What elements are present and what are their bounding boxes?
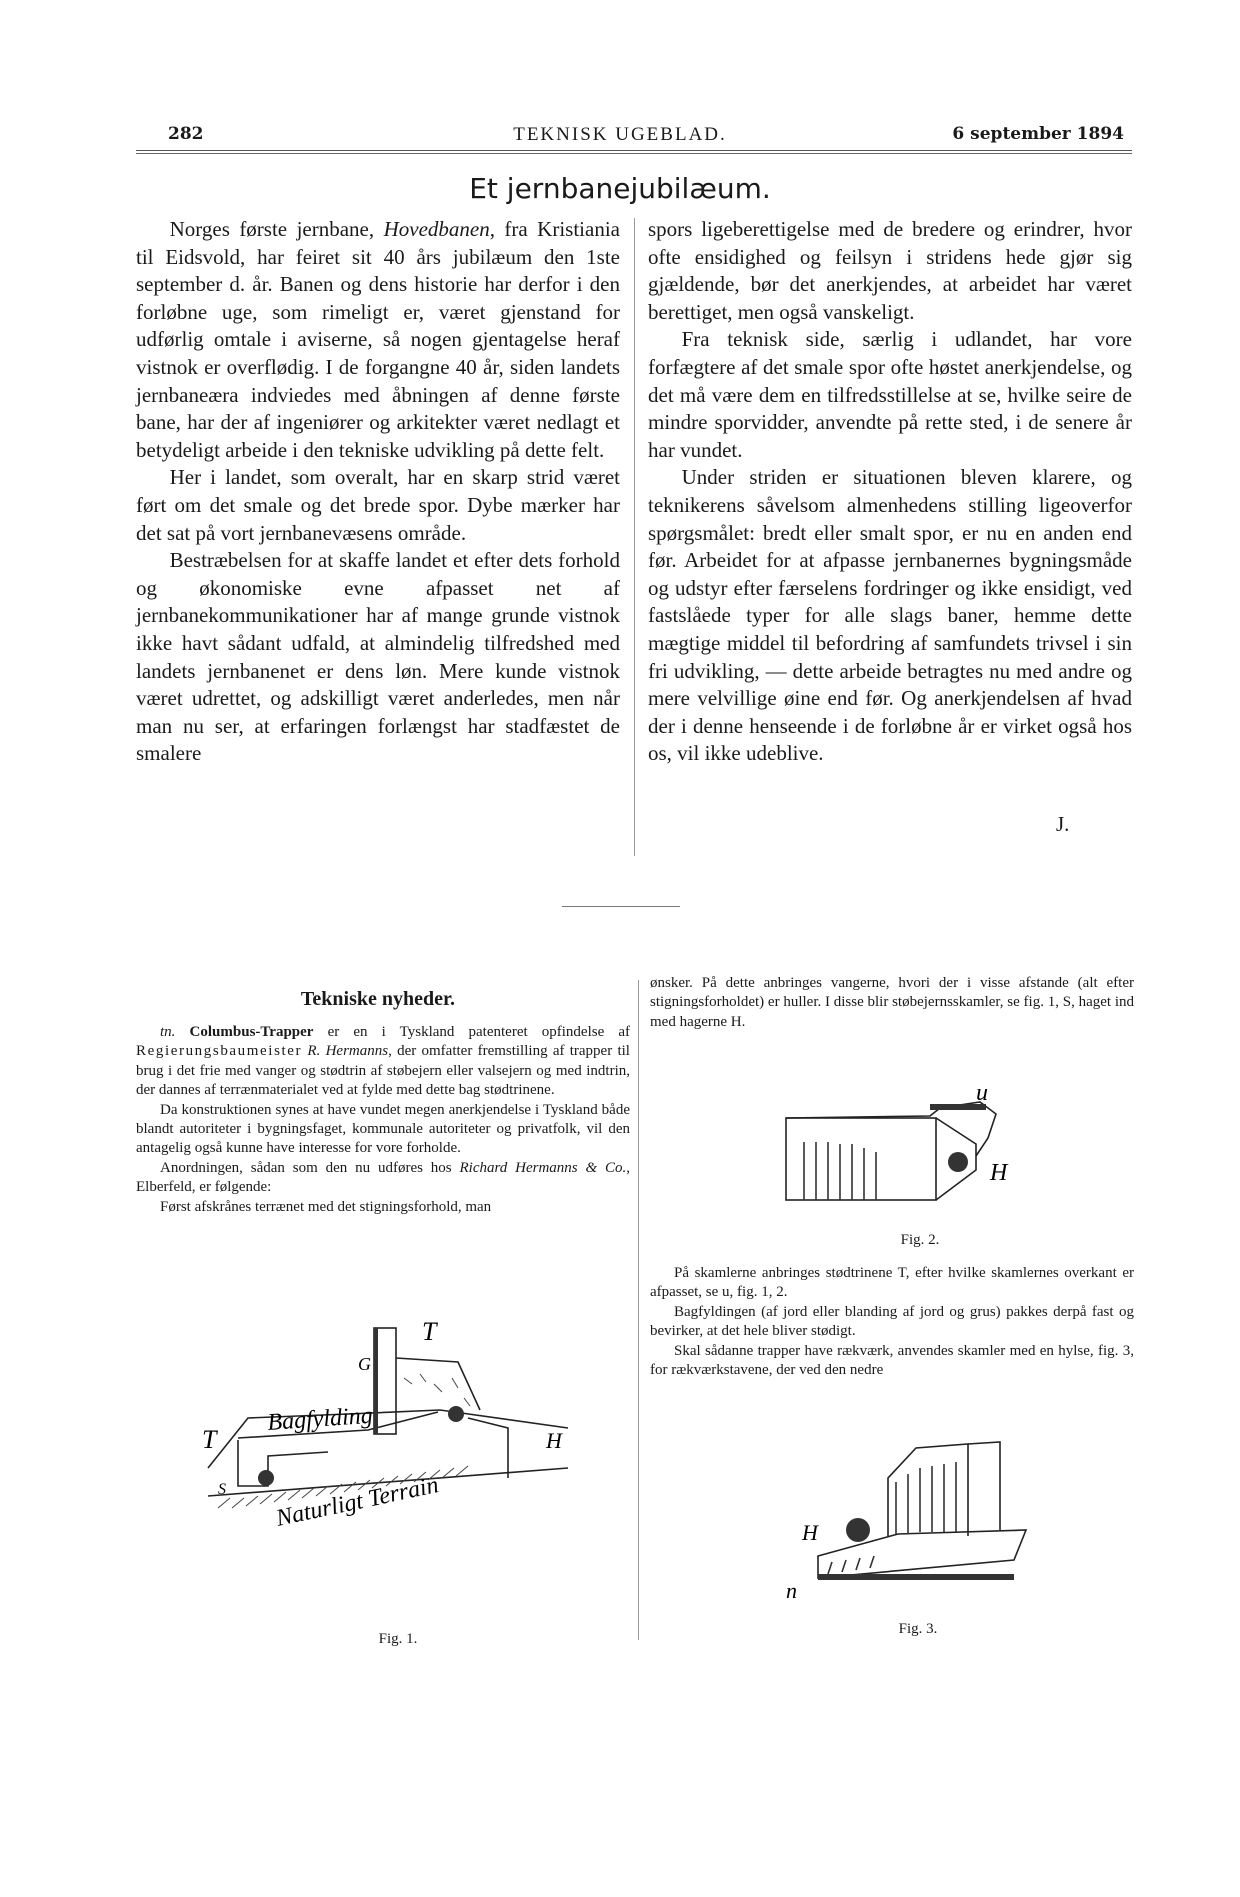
fig1-label-G: G — [358, 1354, 371, 1374]
fig1-label-terrain: Naturligt Terrain — [273, 1472, 441, 1532]
header-rule-2 — [136, 153, 1132, 154]
figure-3-caption: Fig. 3. — [898, 1621, 938, 1637]
journal-title: TEKNISK UGEBLAD. — [513, 124, 727, 145]
block-front — [786, 1118, 936, 1200]
lower-step — [238, 1440, 328, 1486]
header-rule — [136, 150, 1132, 151]
issue-date: 6 september 1894 — [952, 124, 1124, 144]
news-heading: Tekniske nyheder. — [300, 988, 456, 1010]
fig1-label-S: S — [218, 1481, 226, 1498]
news-column-2 — [650, 974, 1134, 1032]
article-column-2 — [648, 216, 1132, 768]
fig2-label-u: u — [976, 1080, 988, 1106]
article-paragraph: spors ligeberettigelse med de bredere og erindrer, hvor ofte ensidighed og feilsyn i stridens hede gjør sig gjældende, bør det anerkjendes, at arbeidet har været berettiget, men også vanskeligt. — [648, 217, 1132, 324]
article-column-1 — [136, 216, 620, 768]
fig1-label-bagfylding: Bagfylding — [266, 1402, 374, 1436]
figure-1-drawing — [202, 1317, 578, 1532]
article-paragraph: Norges første jernbane, Hovedbanen, fra Kristiania til Eidsvold, har feiret sit 40 års jubilæum den 1ste september d. år. Banen og dens historie har derfor i den forløbne uge, som rimeligt er, været gjenstand for udførlig omtale i aviserne, så nogen gjentagelse heraf vistnok er overflødig. I de forgangne 40 år, siden landets jernbaneæra indviedes med åbningen af denne første bane, har der af ingeniører og arkitekter været nedlagt et betydeligt arbeide i den tekniske udvikling på dette felt. — [136, 217, 620, 462]
fig3-hook — [846, 1518, 870, 1542]
base-hatching — [828, 1556, 874, 1574]
fig1-label-T-left: T — [202, 1425, 217, 1454]
running-head — [0, 124, 1240, 148]
news-paragraph: Skal sådanne trapper have rækværk, anvendes skamler med en hylse, fig. 3, for rækværkstavene, der ved den nedre — [650, 1342, 1134, 1379]
fig3-base-bar — [818, 1574, 1014, 1580]
news-paragraph: tn. Columbus-Trapper er en i Tyskland patenteret opfindelse af Regierungsbaumeister R. Hermanns, der omfatter fremstilling af trapper til brug i det frie med vanger og stødtrin af støbejern eller valsejern og med indtrin, der dannes af terrænmaterialet ved at fylde med dette bag stødtrinene. — [136, 1024, 631, 1099]
fig2-hook — [948, 1152, 968, 1172]
news-paragraph: ønsker. På dette anbringes vangerne, hvori der i visse afstande (alt efter stigningsforholdet) er huller. I disse blir støbejernsskamler, se fig. 1, S, haget ind med hagerne H. — [650, 975, 1134, 1030]
news-paragraph: På skamlerne anbringes stødtrinene T, efter hvilke skamlernes overkant er afpasset, se u, fig. 1, 2. — [650, 1265, 1134, 1301]
fig3-label-H: H — [802, 1520, 818, 1545]
stair-slope — [208, 1410, 568, 1468]
news-column-1 — [136, 1023, 630, 1217]
article-paragraph: Under striden er situationen bleven klarere, og teknikerens såvelsom almenhedens stilling ligeoverfor spørgsmålet: bredt eller smalt spor, er nu en anden end før. Arbeidet for at afpasse jernbanernes bygningsmåde og udstyr efter færselens fordringer og ikke ensidigt, ved fastslåede typer for alle slags baner, hemme dette mægtige middel til befordring af samfundets trivsel i sin fri udvikling, — dette arbeide betragtes nu med andre og mere velvillige øine end før. Og anerkjendelsen af hvad der i denne henseende i de forløbne år er virket også hos os, vil ikke udeblive. — [648, 465, 1132, 766]
figure-2-caption: Fig. 2. — [900, 1232, 940, 1248]
article-paragraph: Fra teknisk side, særlig i udlandet, har vore forfægtere af det smale spor ofte høstet anerkjendelse, og det må være dem en tilfredsstillelse at se, hvilke seire de mindre sporvidder, anvendte på rette sted, i de senere år har vundet. — [648, 327, 1132, 462]
column-divider — [634, 218, 635, 856]
article-paragraph: Her i landet, som overalt, har en skarp strid været ført om det smale og det brede spor. Dybe mærker har det sat på vort jernbanevæsens område. — [136, 465, 620, 545]
fig3-label-n: n — [786, 1578, 797, 1603]
figure-2-drawing — [780, 1078, 1020, 1208]
article-signature: J. — [1056, 812, 1070, 836]
right-edge — [468, 1418, 508, 1478]
figure-1-caption: Fig. 1. — [378, 1631, 418, 1647]
news-paragraph: Anordningen, sådan som den nu udføres hos Richard Hermanns & Co., Elberfeld, er følgende: — [136, 1159, 630, 1196]
block-hatching — [804, 1142, 876, 1200]
news-paragraph: Bagfyldingen (af jord eller blanding af jord og grus) pakkes derpå fast og bevirker, at det hele bliver stødigt. — [650, 1303, 1134, 1340]
figure-3-drawing — [778, 1438, 1038, 1603]
fig1-label-T-top: T — [422, 1317, 437, 1346]
fig1-label-H: H — [546, 1428, 562, 1453]
sleeve-hatching — [896, 1462, 956, 1534]
column-divider — [638, 980, 639, 1640]
block-top — [786, 1102, 996, 1156]
sleeve-side — [968, 1442, 1000, 1530]
hook-left — [258, 1470, 274, 1486]
news-paragraph: Da konstruktionen synes at have vundet megen anerkjendelse i Tyskland både blandt autoriteter i bygningsfaget, kommunale autoriteter og privatfolk, vil den antagelig også kunne have interesse for vore forholde. — [136, 1101, 630, 1157]
hook-right — [448, 1406, 464, 1422]
fill-texture — [404, 1374, 470, 1406]
fig2-label-H: H — [990, 1160, 1008, 1186]
news-column-2-continued — [650, 1264, 1134, 1380]
riser-shade — [374, 1328, 378, 1434]
page-number: 282 — [168, 124, 204, 144]
article-title: Et jernbanejubilæum. — [469, 172, 771, 205]
news-paragraph: Først afskrånes terrænet med det stigningsforhold, man — [160, 1198, 492, 1215]
article-paragraph: Bestræbelsen for at skaffe landet et efter dets forhold og økonomiske evne afpasset net af jernbanekommunikationer har af mange grunde vistnok ikke havt sådant udfald, at almindelig tilfredshed med landets jernbanenet er dens løn. Mere kunde vistnok været udrettet, og adskilligt været anderledes, men når man nu ser, at erfaringen forlængst har stadfæstet de smalere — [136, 548, 620, 766]
section-divider — [562, 906, 680, 907]
